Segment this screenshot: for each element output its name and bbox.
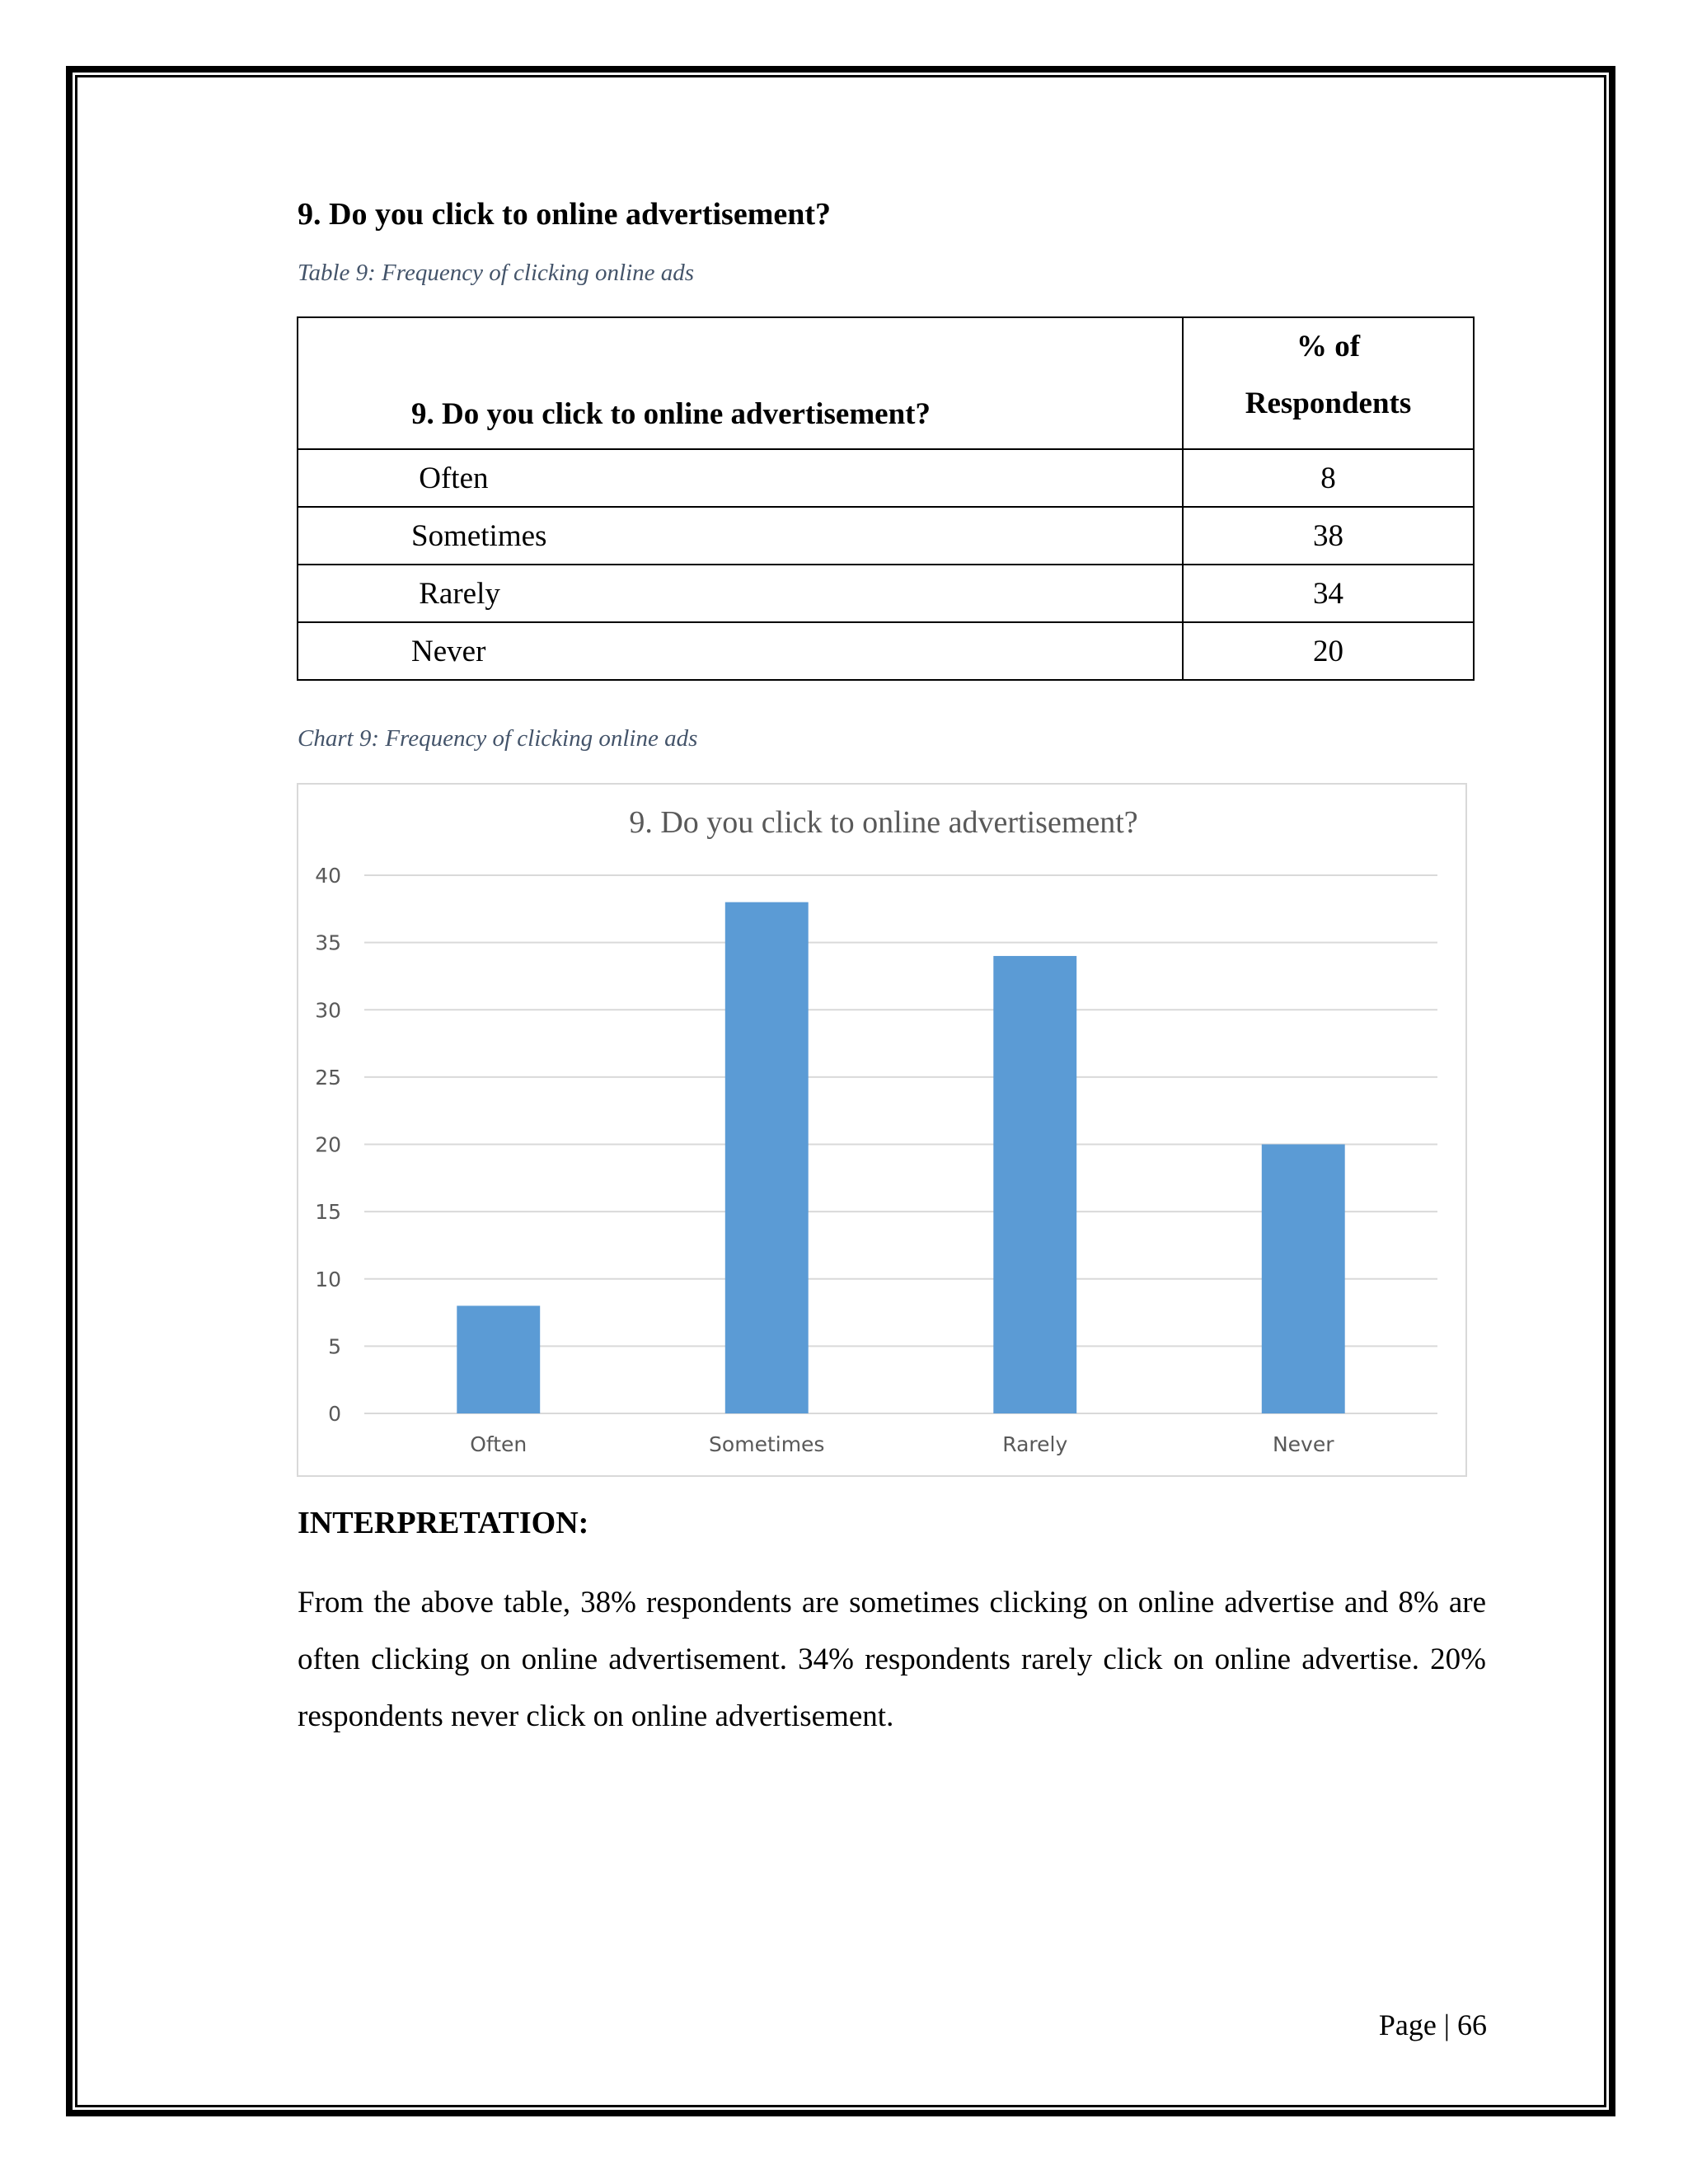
interpretation-body: From the above table, 38% respondents are sometimes clicking on online advertise and 8% are often clicking on online advertisement. 34% respondents rarely click on online advertise. 20% respondents never click on online advertisement. xyxy=(298,1586,1486,1733)
table-row xyxy=(298,622,1474,680)
x-tick-label: Rarely xyxy=(1002,1432,1068,1456)
table-header-percent-line2: Respondents xyxy=(1245,387,1412,420)
table-header-percent xyxy=(1183,317,1474,449)
y-tick-label: 30 xyxy=(315,998,341,1023)
table-cell-label: Never xyxy=(298,622,1183,680)
table-cell-value: 8 xyxy=(1183,449,1474,507)
table-cell-value: 34 xyxy=(1183,565,1474,622)
x-tick-label: Never xyxy=(1272,1432,1334,1456)
y-tick-label: 5 xyxy=(328,1334,341,1359)
page-number: Page | 66 xyxy=(1378,2008,1487,2041)
y-tick-label: 15 xyxy=(315,1200,341,1225)
table-cell-label: Rarely xyxy=(298,565,1183,622)
table-header-percent-line1: % of xyxy=(1296,330,1361,363)
x-tick-label: Often xyxy=(470,1432,528,1456)
y-tick-label: 0 xyxy=(328,1402,341,1426)
y-tick-label: 25 xyxy=(315,1065,341,1090)
bar-never xyxy=(1262,1145,1345,1414)
chart-title: 9. Do you click to online advertisement? xyxy=(629,805,1138,840)
table-cell-label: Often xyxy=(298,449,1183,507)
question-heading: 9. Do you click to online advertisement? xyxy=(298,197,832,232)
table-row xyxy=(298,507,1474,565)
table-caption: Table 9: Frequency of clicking online ads xyxy=(298,260,695,286)
table-row xyxy=(298,449,1474,507)
table-row xyxy=(298,565,1474,622)
interpretation-heading: INTERPRETATION: xyxy=(298,1506,589,1540)
chart-plot-area xyxy=(298,785,1469,1479)
table-header-question: 9. Do you click to online advertisement? xyxy=(298,317,1183,449)
bar-often xyxy=(457,1305,540,1413)
y-tick-label: 40 xyxy=(315,864,341,888)
bar-sometimes xyxy=(725,902,809,1413)
y-tick-label: 20 xyxy=(315,1132,341,1157)
table-cell-label: Sometimes xyxy=(298,507,1183,565)
x-tick-label: Sometimes xyxy=(709,1432,825,1456)
frequency-table xyxy=(297,316,1475,681)
bar-chart xyxy=(297,783,1467,1477)
table-header-row xyxy=(298,317,1474,449)
table-cell-value: 20 xyxy=(1183,622,1474,680)
chart-caption: Chart 9: Frequency of clicking online ads xyxy=(298,725,698,752)
bar-rarely xyxy=(993,956,1076,1413)
y-tick-label: 35 xyxy=(315,930,341,955)
table-cell-value: 38 xyxy=(1183,507,1474,565)
y-tick-label: 10 xyxy=(315,1267,341,1291)
